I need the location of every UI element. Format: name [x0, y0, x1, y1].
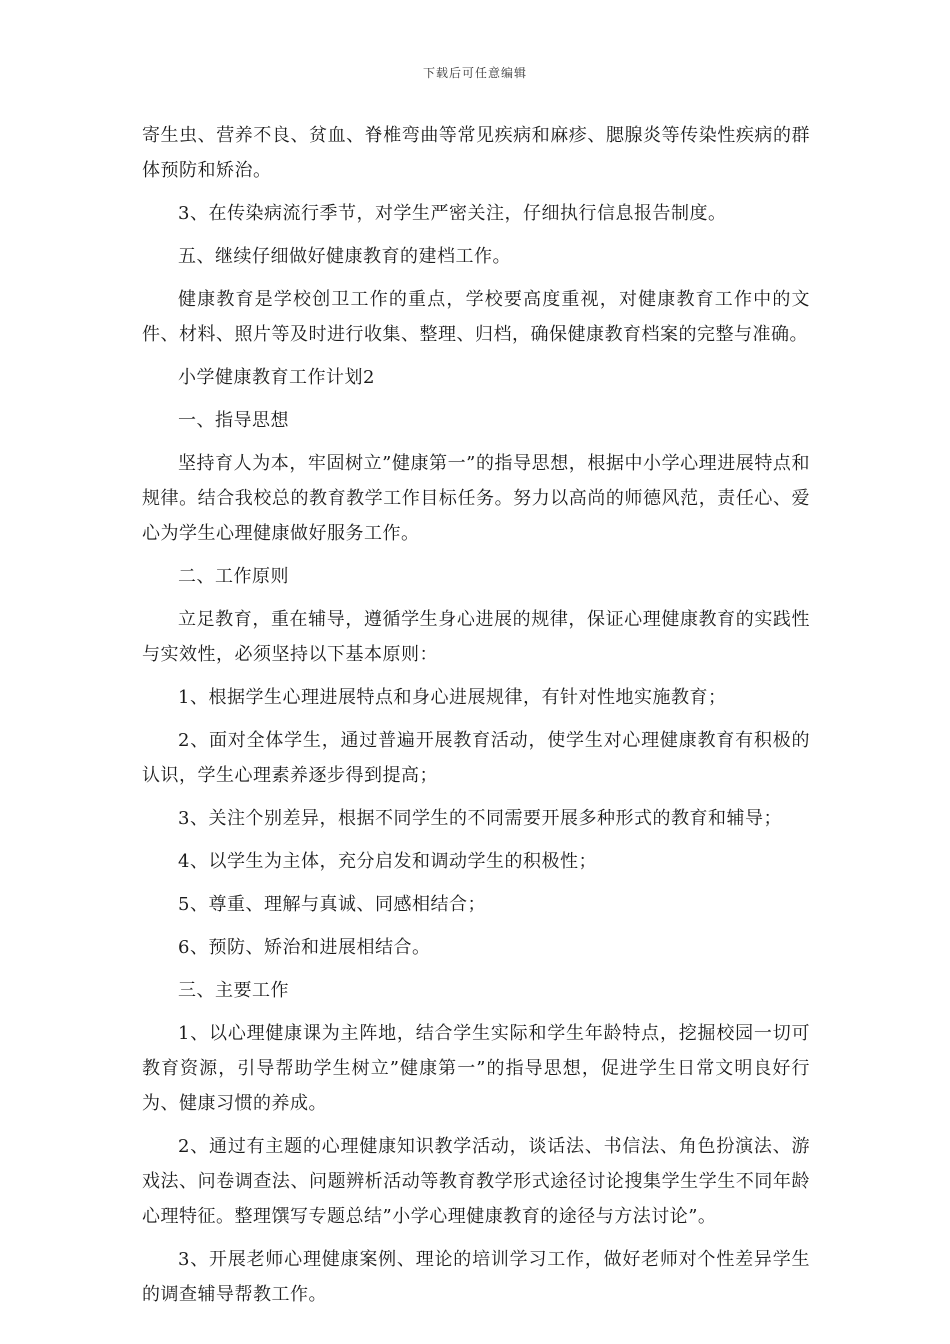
section-heading: 二、工作原则: [178, 566, 289, 587]
section-heading: 三、主要工作: [178, 980, 289, 1001]
document-body: [142, 118, 810, 1320]
paragraph: 寄生虫、营养不良、贫血、脊椎弯曲等常见疾病和麻疹、腮腺炎等传染性疾病的群体预防和矫治。: [142, 125, 810, 181]
section-title: 小学健康教育工作计划2: [178, 367, 375, 388]
section-heading: 一、指导思想: [178, 410, 289, 431]
paragraph: 五、继续仔细做好健康教育的建档工作。: [178, 246, 511, 267]
list-item: 5、尊重、理解与真诚、同感相结合；: [178, 894, 486, 915]
paragraph: 健康教育是学校创卫工作的重点，学校要高度重视，对健康教育工作中的文件、材料、照片等及时进行收集、整理、归档，确保健康教育档案的完整与准确。: [142, 289, 810, 345]
paragraph: 立足教育，重在辅导，遵循学生身心进展的规律，保证心理健康教育的实践性与实效性，必须坚持以下基本原则：: [142, 609, 810, 665]
list-item: 1、根据学生心理进展特点和身心进展规律，有针对性地实施教育；: [178, 687, 727, 708]
list-item: 2、通过有主题的心理健康知识教学活动，谈话法、书信法、角色扮演法、游戏法、问卷调查法、问题辨析活动等教育教学形式途径讨论搜集学生学生不同年龄心理特征。整理馔写专题总结”小学心理健康教育的途径与方法讨论”。: [142, 1136, 810, 1227]
list-item: 1、以心理健康课为主阵地，结合学生实际和学生年龄特点，挖掘校园一切可教育资源，引导帮助学生树立”健康第一”的指导思想，促进学生日常文明良好行为、健康习惯的养成。: [142, 1023, 810, 1114]
list-item: 6、预防、矫治和进展相结合。: [178, 937, 431, 958]
list-item: 3、关注个别差异，根据不同学生的不同需要开展多种形式的教育和辅导；: [178, 808, 782, 829]
paragraph: 3、在传染病流行季节，对学生严密关注，仔细执行信息报告制度。: [178, 203, 727, 224]
list-item: 3、开展老师心理健康案例、理论的培训学习工作，做好老师对个性差异学生的调查辅导帮教工作。: [142, 1249, 810, 1305]
paragraph: 坚持育人为本，牢固树立”健康第一”的指导思想，根据中小学心理进展特点和规律。结合我校总的教育教学工作目标任务。努力以高尚的师德风范，责任心、爱心为学生心理健康做好服务工作。: [142, 453, 810, 544]
list-item: 2、面对全体学生，通过普遍开展教育活动，使学生对心理健康教育有积极的认识，学生心理素养逐步得到提高；: [142, 730, 810, 786]
page-header: 下载后可任意编辑: [422, 66, 527, 80]
list-item: 4、以学生为主体，充分启发和调动学生的积极性；: [178, 851, 597, 872]
